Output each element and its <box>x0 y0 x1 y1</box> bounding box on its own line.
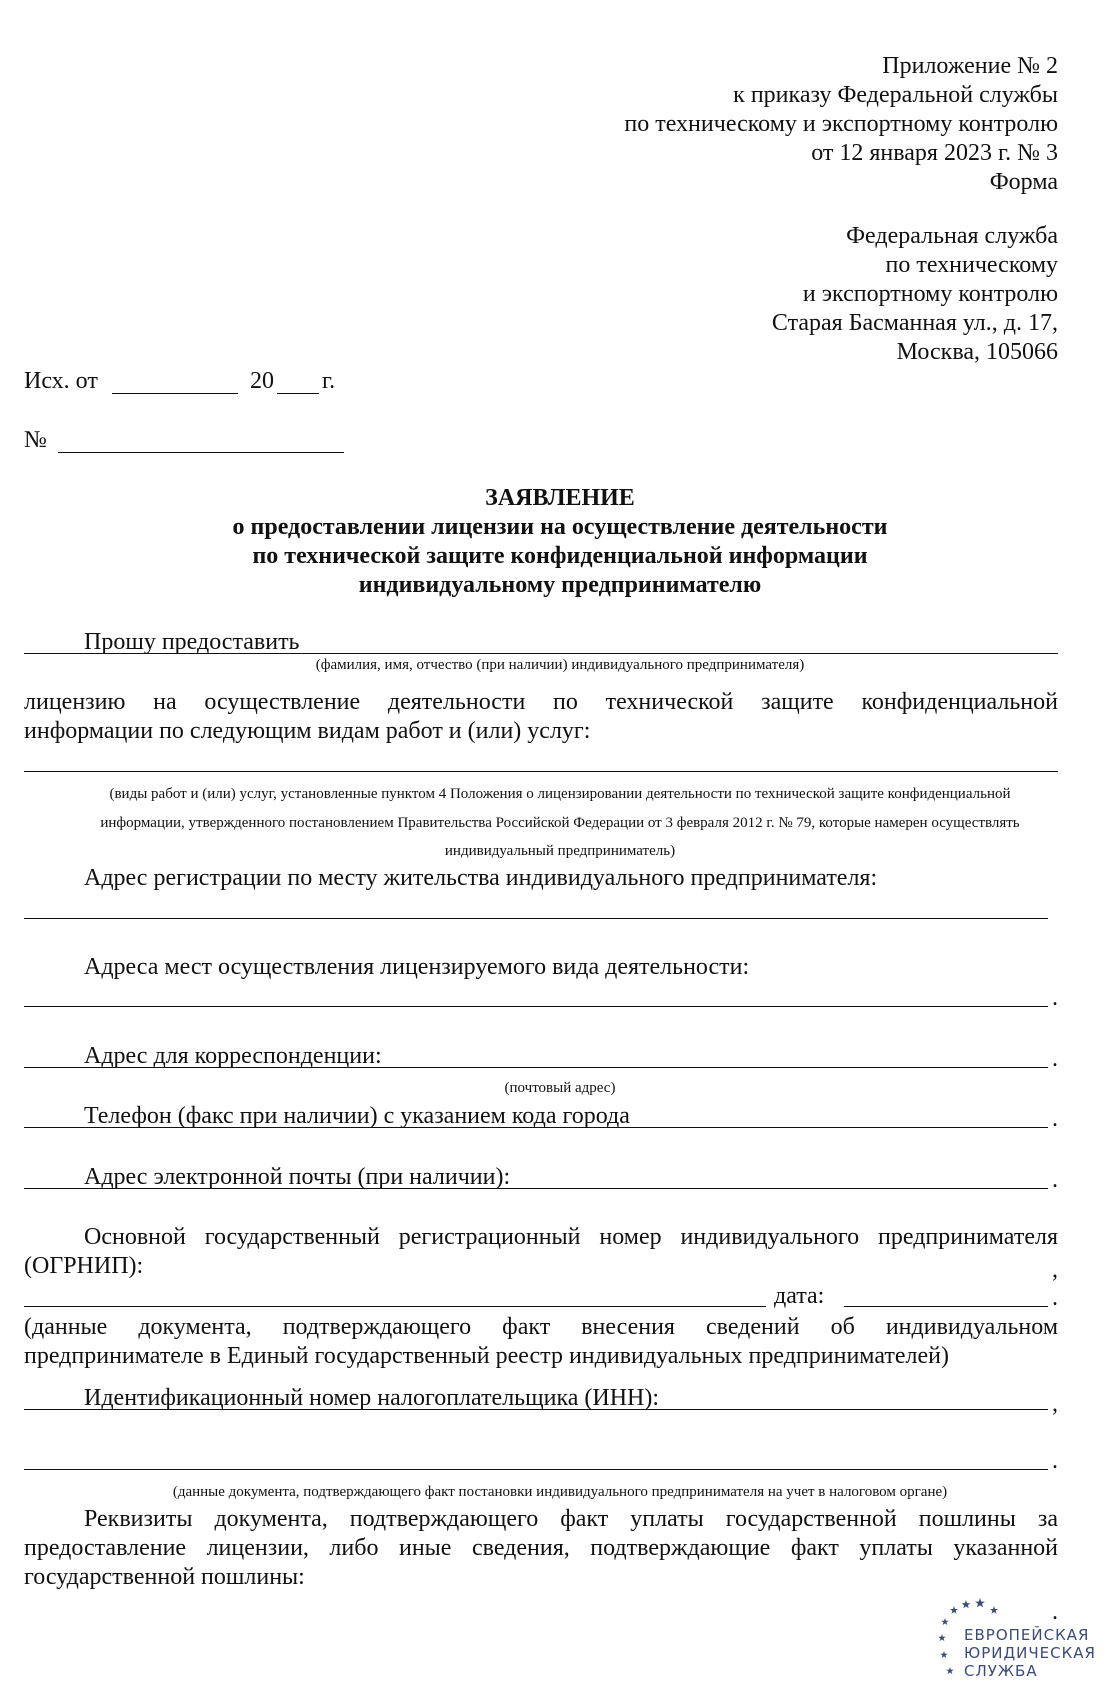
inn-comma: , <box>1052 1391 1058 1417</box>
corr-address-label: Адрес для корреспонденции: <box>84 1043 382 1069</box>
order-reference: к приказу Федеральной службы <box>733 82 1058 108</box>
corr-address-period: . <box>1052 1046 1058 1072</box>
phone-label: Телефон (факс при наличии) с указанием кода города <box>84 1103 630 1129</box>
form-label: Форма <box>989 169 1058 195</box>
ogrnip-date-field[interactable] <box>844 1306 1048 1307</box>
applicant-name-field[interactable] <box>24 653 1058 654</box>
request-label: Прошу предоставить <box>84 629 300 655</box>
works-note-line-1: (виды работ и (или) услуг, установленные пунктом 4 Положения о лицензировании деятельности по технической защите конфиденциальной <box>109 786 1011 802</box>
title-line-1: о предоставлении лицензии на осуществление деятельности <box>232 514 888 540</box>
activity-addresses-field[interactable] <box>24 1006 1048 1007</box>
outgoing-date-label: Исх. от <box>24 368 98 394</box>
activity-addresses-period: . <box>1052 985 1058 1011</box>
title-line-3: индивидуальному предпринимателю <box>358 572 762 598</box>
works-note-line-3: индивидуальный предприниматель) <box>444 843 676 859</box>
works-field[interactable] <box>24 771 1058 772</box>
egrip-note-line-2: предпринимателе в Единый государственный реестр индивидуальных предпринимателей) <box>24 1343 949 1369</box>
phone-period: . <box>1052 1106 1058 1132</box>
watermark-logo <box>936 1596 1106 1682</box>
watermark-line-2: ЮРИДИЧЕСКАЯ <box>964 1644 1096 1662</box>
inn-document-field[interactable] <box>24 1469 1048 1470</box>
email-field[interactable] <box>24 1188 1048 1189</box>
egrip-note-line-1: (данные документа, подтверждающего факт внесения сведений об индивидуальном <box>24 1314 1058 1340</box>
ogrnip-label-line-1: Основной государственный регистрационный номер индивидуального предпринимателя <box>84 1224 1058 1250</box>
fee-period: . <box>1052 1599 1058 1625</box>
outgoing-year-field[interactable] <box>277 393 319 394</box>
ogrnip-date-period: . <box>1052 1285 1058 1311</box>
inn-label: Идентификационный номер налогоплательщика (ИНН): <box>84 1385 660 1411</box>
outgoing-year-suffix: г. <box>322 368 336 394</box>
ogrnip-label-line-2: (ОГРНИП): <box>24 1253 144 1279</box>
outgoing-number-field[interactable] <box>58 452 344 453</box>
email-period: . <box>1052 1167 1058 1193</box>
activity-addresses-label: Адреса мест осуществления лицензируемого вида деятельности: <box>84 954 750 980</box>
inn-document-period: . <box>1052 1448 1058 1474</box>
document-title: ЗАЯВЛЕНИЕ <box>485 485 635 511</box>
order-date: от 12 января 2023 г. № 3 <box>811 140 1058 166</box>
fee-text-line-1: Реквизиты документа, подтверждающего факт уплаты государственной пошлины за <box>84 1506 1058 1532</box>
addressee-line-4: Старая Басманная ул., д. 17, <box>771 310 1058 336</box>
fee-text-line-2: предоставление лицензии, либо иные сведения, подтверждающие факт уплаты указанной <box>24 1535 1058 1561</box>
inn-note: (данные документа, подтверждающего факт постановки индивидуального предпринимателя на учет в налоговом органе) <box>172 1484 948 1500</box>
postal-note: (почтовый адрес) <box>504 1080 616 1096</box>
outgoing-date-field[interactable] <box>112 393 238 394</box>
outgoing-number-label: № <box>24 427 47 453</box>
appendix-number: Приложение № 2 <box>882 53 1058 79</box>
license-text-line-1: лицензию на осуществление деятельности по технической защите конфиденциальной <box>24 689 1058 715</box>
applicant-name-note: (фамилия, имя, отчество (при наличии) индивидуального предпринимателя) <box>315 657 805 673</box>
outgoing-year-prefix: 20 <box>250 368 274 394</box>
ogrnip-comma: , <box>1052 1257 1058 1283</box>
works-note-line-2: информации, утвержденного постановлением Правительства Российской Федерации от 3 февраля 2012 г. № 79, которые намерен осуществлять <box>100 815 1020 831</box>
ogrnip-date-label: дата: <box>774 1283 825 1309</box>
watermark-line-1: ЕВРОПЕЙСКАЯ <box>964 1626 1090 1644</box>
reg-address-label: Адрес регистрации по месту жительства индивидуального предпринимателя: <box>84 865 878 891</box>
license-text-line-2: информации по следующим видам работ и (или) услуг: <box>24 718 591 744</box>
title-line-2: по технической защите конфиденциальной информации <box>252 543 868 569</box>
fee-text-line-3: государственной пошлины: <box>24 1564 305 1590</box>
watermark-line-3: СЛУЖБА <box>964 1662 1038 1680</box>
reg-address-field[interactable] <box>24 918 1048 919</box>
phone-field[interactable] <box>24 1127 1048 1128</box>
addressee-line-5: Москва, 105066 <box>896 339 1058 365</box>
addressee-line-3: и экспортному контролю <box>802 281 1058 307</box>
email-label: Адрес электронной почты (при наличии): <box>84 1164 511 1190</box>
addressee-line-1: Федеральная служба <box>846 223 1058 249</box>
ogrnip-field[interactable] <box>24 1306 766 1307</box>
corr-address-field[interactable] <box>24 1067 1048 1068</box>
order-authority: по техническому и экспортному контролю <box>624 111 1058 137</box>
inn-field[interactable] <box>24 1409 1048 1410</box>
addressee-line-2: по техническому <box>885 252 1058 278</box>
